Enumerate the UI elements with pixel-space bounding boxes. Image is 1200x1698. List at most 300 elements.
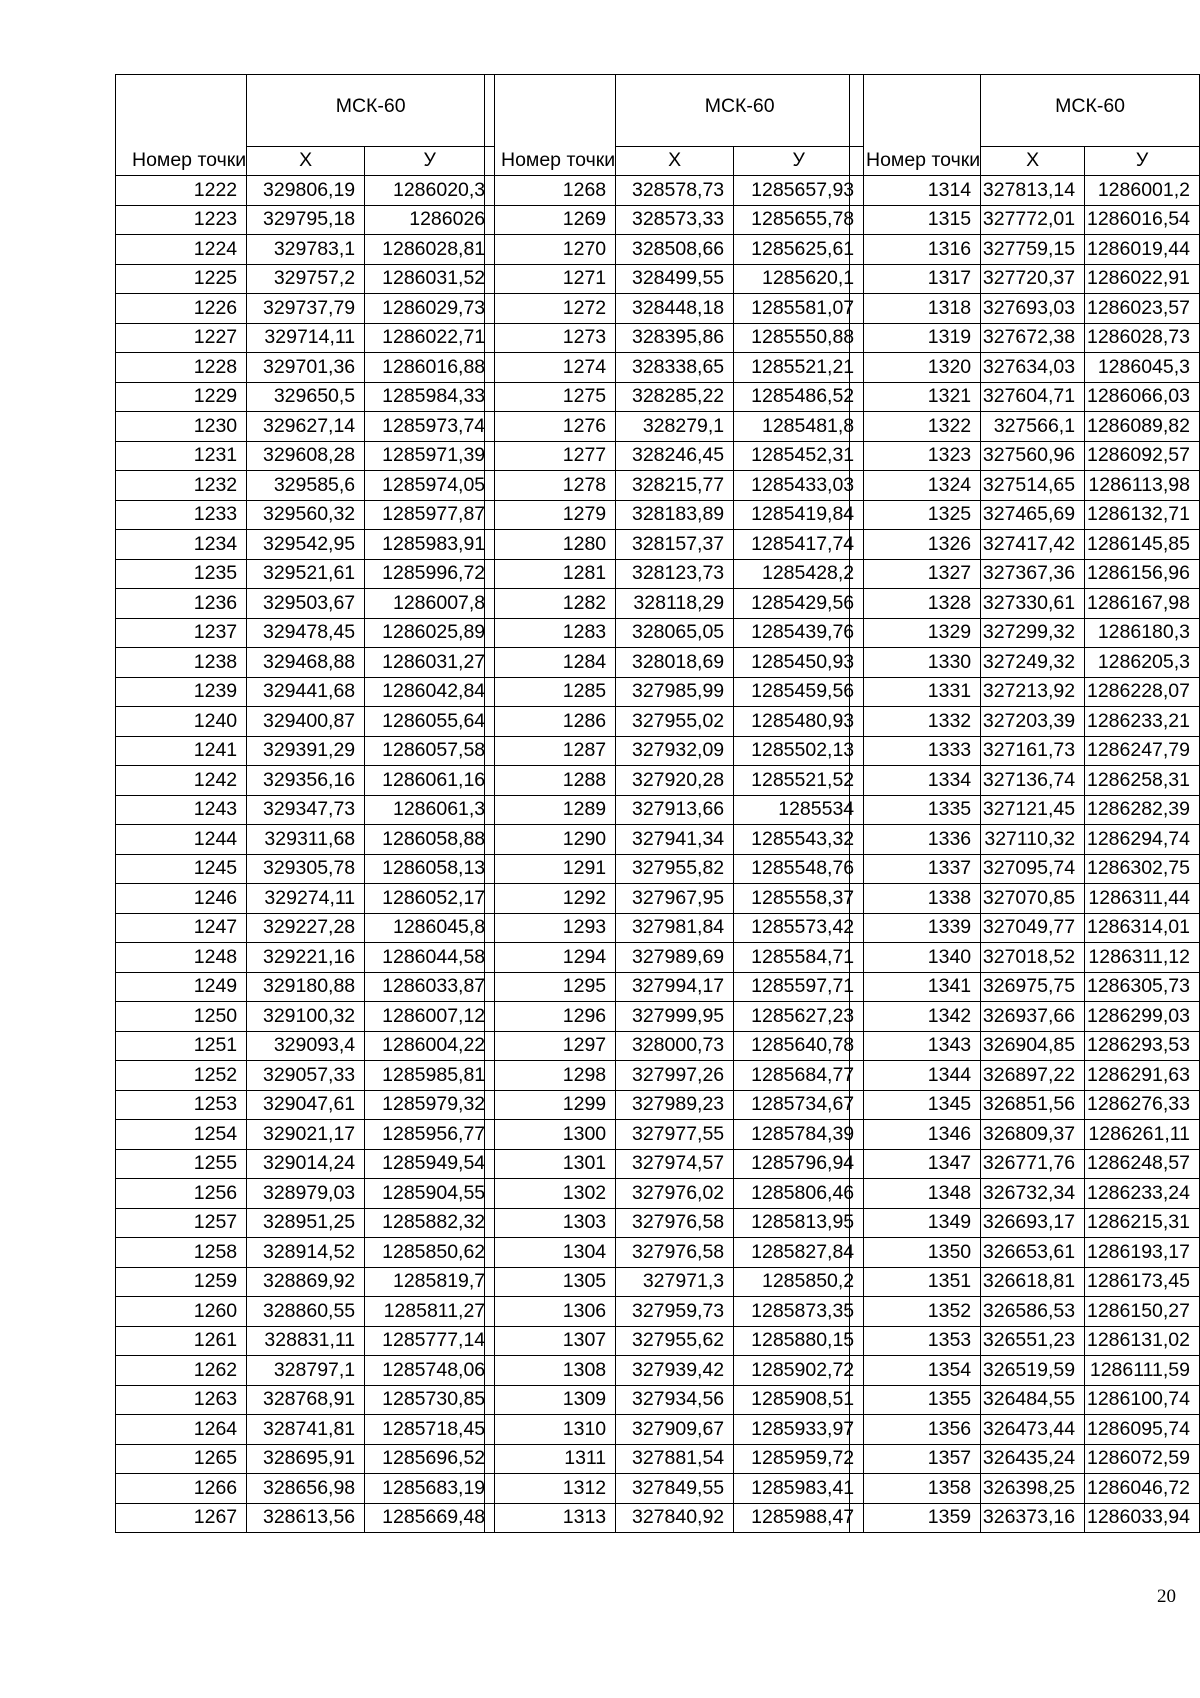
- y-coordinate-cell: 1285625,61: [734, 235, 864, 265]
- point-number-cell: 1319: [850, 323, 981, 353]
- y-coordinate-cell: 1286092,57: [1085, 441, 1200, 471]
- page-number: 20: [1157, 1586, 1176, 1607]
- coordinate-table-3: [849, 74, 1200, 1533]
- point-number-header: Номер точки: [850, 75, 981, 176]
- y-coordinate-cell: 1285573,42: [734, 913, 864, 943]
- table-row: [850, 500, 1200, 530]
- table-row: [850, 795, 1200, 825]
- y-coordinate-cell: 1285748,06: [365, 1356, 495, 1386]
- y-coordinate-cell: 1285597,71: [734, 972, 864, 1002]
- y-coordinate-cell: 1286294,74: [1085, 825, 1200, 855]
- point-number-cell: 1228: [116, 353, 247, 383]
- table-row: [116, 1385, 495, 1415]
- point-number-cell: 1321: [850, 382, 981, 412]
- x-coordinate-cell: 327971,3: [616, 1267, 734, 1297]
- y-coordinate-cell: 1285796,94: [734, 1149, 864, 1179]
- y-coordinate-cell: 1285655,78: [734, 205, 864, 235]
- y-coordinate-cell: 1285620,1: [734, 264, 864, 294]
- y-coordinate-cell: 1285502,13: [734, 736, 864, 766]
- y-coordinate-cell: 1285669,48: [365, 1503, 495, 1533]
- table-row: [116, 972, 495, 1002]
- y-coordinate-cell: 1285813,95: [734, 1208, 864, 1238]
- point-number-cell: 1292: [485, 884, 616, 914]
- y-coordinate-cell: 1286145,85: [1085, 530, 1200, 560]
- x-coordinate-cell: 328741,81: [247, 1415, 365, 1445]
- point-number-cell: 1271: [485, 264, 616, 294]
- point-number-cell: 1313: [485, 1503, 616, 1533]
- table-row: [485, 353, 864, 383]
- coordinate-table-1: [115, 74, 495, 1533]
- y-coordinate-cell: 1286026: [365, 205, 495, 235]
- table-row: [850, 825, 1200, 855]
- x-coordinate-cell: 328768,91: [247, 1385, 365, 1415]
- x-coordinate-cell: 329783,1: [247, 235, 365, 265]
- y-coordinate-cell: 1285977,87: [365, 500, 495, 530]
- y-coordinate-cell: 1286193,17: [1085, 1238, 1200, 1268]
- x-coordinate-cell: 329093,4: [247, 1031, 365, 1061]
- y-coordinate-cell: 1285543,32: [734, 825, 864, 855]
- table-row: [485, 1090, 864, 1120]
- point-number-cell: 1330: [850, 648, 981, 678]
- y-coordinate-cell: 1285450,93: [734, 648, 864, 678]
- table-row: [116, 530, 495, 560]
- table-row: [485, 1356, 864, 1386]
- point-number-cell: 1286: [485, 707, 616, 737]
- y-coordinate-cell: 1285584,71: [734, 943, 864, 973]
- x-coordinate-cell: 326484,55: [981, 1385, 1085, 1415]
- table-row: [485, 235, 864, 265]
- point-number-cell: 1310: [485, 1415, 616, 1445]
- y-coordinate-cell: 1286022,71: [365, 323, 495, 353]
- x-coordinate-cell: 327049,77: [981, 913, 1085, 943]
- x-coordinate-cell: 329701,36: [247, 353, 365, 383]
- table-row: [850, 884, 1200, 914]
- y-coordinate-cell: 1286031,52: [365, 264, 495, 294]
- x-coordinate-cell: 327985,99: [616, 677, 734, 707]
- point-number-header: Номер точки: [116, 75, 247, 176]
- y-coordinate-cell: 1286305,73: [1085, 972, 1200, 1002]
- table-row: [485, 1031, 864, 1061]
- point-number-cell: 1302: [485, 1179, 616, 1209]
- x-coordinate-cell: 327976,58: [616, 1238, 734, 1268]
- point-number-cell: 1268: [485, 176, 616, 206]
- point-number-cell: 1255: [116, 1149, 247, 1179]
- x-coordinate-cell: 328797,1: [247, 1356, 365, 1386]
- y-coordinate-cell: 1285696,52: [365, 1444, 495, 1474]
- x-coordinate-cell: 329305,78: [247, 854, 365, 884]
- table-row: [116, 235, 495, 265]
- y-coordinate-cell: 1286022,91: [1085, 264, 1200, 294]
- coordinate-table-2: [484, 74, 864, 1533]
- y-coordinate-cell: 1286167,98: [1085, 589, 1200, 619]
- point-number-cell: 1265: [116, 1444, 247, 1474]
- table-row: [850, 294, 1200, 324]
- x-coordinate-cell: 327934,56: [616, 1385, 734, 1415]
- y-coordinate-cell: 1286061,3: [365, 795, 495, 825]
- y-coordinate-cell: 1286276,33: [1085, 1090, 1200, 1120]
- x-coordinate-cell: 329047,61: [247, 1090, 365, 1120]
- point-number-cell: 1340: [850, 943, 981, 973]
- x-coordinate-cell: 327299,32: [981, 618, 1085, 648]
- table-row: [116, 1179, 495, 1209]
- point-number-cell: 1353: [850, 1326, 981, 1356]
- point-number-cell: 1305: [485, 1267, 616, 1297]
- x-coordinate-cell: 328279,1: [616, 412, 734, 442]
- point-number-cell: 1222: [116, 176, 247, 206]
- y-coordinate-cell: 1286299,03: [1085, 1002, 1200, 1032]
- x-coordinate-cell: 326473,44: [981, 1415, 1085, 1445]
- y-coordinate-cell: 1286228,07: [1085, 677, 1200, 707]
- table-row: [116, 412, 495, 442]
- point-number-cell: 1309: [485, 1385, 616, 1415]
- point-number-cell: 1273: [485, 323, 616, 353]
- coordinate-system-header: МСК-60: [981, 75, 1200, 147]
- table-row: [116, 1031, 495, 1061]
- point-number-cell: 1329: [850, 618, 981, 648]
- x-coordinate-cell: 328656,98: [247, 1474, 365, 1504]
- y-coordinate-cell: 1286020,3: [365, 176, 495, 206]
- point-number-cell: 1275: [485, 382, 616, 412]
- table-row: [850, 1474, 1200, 1504]
- x-coordinate-cell: 328951,25: [247, 1208, 365, 1238]
- x-coordinate-cell: 327330,61: [981, 589, 1085, 619]
- x-coordinate-cell: 327121,45: [981, 795, 1085, 825]
- y-coordinate-cell: 1286061,16: [365, 766, 495, 796]
- table-row: [850, 1267, 1200, 1297]
- x-coordinate-cell: 328118,29: [616, 589, 734, 619]
- point-number-cell: 1359: [850, 1503, 981, 1533]
- y-coordinate-cell: 1285683,19: [365, 1474, 495, 1504]
- table-row: [485, 589, 864, 619]
- table-row: [485, 1444, 864, 1474]
- point-number-cell: 1235: [116, 559, 247, 589]
- table-row: [485, 884, 864, 914]
- y-coordinate-cell: 1285933,97: [734, 1415, 864, 1445]
- table-row: [850, 1090, 1200, 1120]
- x-coordinate-cell: 327941,34: [616, 825, 734, 855]
- point-number-cell: 1262: [116, 1356, 247, 1386]
- x-coordinate-cell: 327939,42: [616, 1356, 734, 1386]
- x-coordinate-cell: 326771,76: [981, 1149, 1085, 1179]
- x-column-header: Х: [247, 147, 365, 176]
- point-number-cell: 1299: [485, 1090, 616, 1120]
- x-coordinate-cell: 327367,36: [981, 559, 1085, 589]
- table-row: [850, 1208, 1200, 1238]
- y-coordinate-cell: 1285996,72: [365, 559, 495, 589]
- x-coordinate-cell: 327999,95: [616, 1002, 734, 1032]
- y-coordinate-cell: 1285811,27: [365, 1297, 495, 1327]
- x-coordinate-cell: 328448,18: [616, 294, 734, 324]
- y-coordinate-cell: 1285979,32: [365, 1090, 495, 1120]
- table-row: [485, 1503, 864, 1533]
- point-number-cell: 1326: [850, 530, 981, 560]
- x-coordinate-cell: 327881,54: [616, 1444, 734, 1474]
- point-number-cell: 1333: [850, 736, 981, 766]
- point-number-cell: 1320: [850, 353, 981, 383]
- table-row: [116, 205, 495, 235]
- y-coordinate-cell: 1286033,94: [1085, 1503, 1200, 1533]
- point-number-cell: 1279: [485, 500, 616, 530]
- x-coordinate-cell: 326809,37: [981, 1120, 1085, 1150]
- y-coordinate-cell: 1285730,85: [365, 1385, 495, 1415]
- table-row: [116, 294, 495, 324]
- point-number-cell: 1245: [116, 854, 247, 884]
- table-row: [116, 1149, 495, 1179]
- y-coordinate-cell: 1286258,31: [1085, 766, 1200, 796]
- x-coordinate-cell: 326373,16: [981, 1503, 1085, 1533]
- table-row: [485, 500, 864, 530]
- point-number-cell: 1254: [116, 1120, 247, 1150]
- x-coordinate-cell: 329608,28: [247, 441, 365, 471]
- table-row: [850, 412, 1200, 442]
- x-coordinate-cell: 327070,85: [981, 884, 1085, 914]
- table-row: [850, 766, 1200, 796]
- x-coordinate-cell: 327994,17: [616, 972, 734, 1002]
- y-coordinate-cell: 1285908,51: [734, 1385, 864, 1415]
- x-coordinate-cell: 329627,14: [247, 412, 365, 442]
- table-row: [850, 1356, 1200, 1386]
- table-row: [116, 707, 495, 737]
- point-number-cell: 1277: [485, 441, 616, 471]
- x-coordinate-cell: 326586,53: [981, 1297, 1085, 1327]
- y-column-header: У: [1085, 147, 1200, 176]
- table-row: [850, 1031, 1200, 1061]
- table-row: [116, 943, 495, 973]
- table-row: [116, 471, 495, 501]
- y-coordinate-cell: 1285480,93: [734, 707, 864, 737]
- point-number-cell: 1325: [850, 500, 981, 530]
- point-number-cell: 1344: [850, 1061, 981, 1091]
- y-coordinate-cell: 1286100,74: [1085, 1385, 1200, 1415]
- x-coordinate-cell: 329180,88: [247, 972, 365, 1002]
- x-coordinate-cell: 327566,1: [981, 412, 1085, 442]
- y-coordinate-cell: 1286042,84: [365, 677, 495, 707]
- point-number-cell: 1304: [485, 1238, 616, 1268]
- point-number-cell: 1349: [850, 1208, 981, 1238]
- point-number-cell: 1266: [116, 1474, 247, 1504]
- point-number-cell: 1223: [116, 205, 247, 235]
- point-number-cell: 1328: [850, 589, 981, 619]
- x-coordinate-cell: 326693,17: [981, 1208, 1085, 1238]
- y-coordinate-cell: 1286314,01: [1085, 913, 1200, 943]
- x-coordinate-cell: 329585,6: [247, 471, 365, 501]
- table-row: [116, 736, 495, 766]
- x-coordinate-cell: 328831,11: [247, 1326, 365, 1356]
- y-coordinate-cell: 1286111,59: [1085, 1356, 1200, 1386]
- point-number-cell: 1291: [485, 854, 616, 884]
- y-coordinate-cell: 1286205,3: [1085, 648, 1200, 678]
- table-row: [850, 1444, 1200, 1474]
- point-number-cell: 1312: [485, 1474, 616, 1504]
- point-number-cell: 1287: [485, 736, 616, 766]
- x-coordinate-cell: 329650,5: [247, 382, 365, 412]
- x-coordinate-cell: 326618,81: [981, 1267, 1085, 1297]
- x-coordinate-cell: 329714,11: [247, 323, 365, 353]
- table-row: [850, 854, 1200, 884]
- x-coordinate-cell: 328860,55: [247, 1297, 365, 1327]
- point-number-cell: 1278: [485, 471, 616, 501]
- point-number-cell: 1284: [485, 648, 616, 678]
- point-number-cell: 1241: [116, 736, 247, 766]
- x-coordinate-cell: 327203,39: [981, 707, 1085, 737]
- x-coordinate-cell: 328123,73: [616, 559, 734, 589]
- x-coordinate-cell: 329014,24: [247, 1149, 365, 1179]
- y-coordinate-cell: 1286019,44: [1085, 235, 1200, 265]
- table-row: [850, 1326, 1200, 1356]
- point-number-cell: 1276: [485, 412, 616, 442]
- table-row: [116, 1090, 495, 1120]
- y-coordinate-cell: 1285452,31: [734, 441, 864, 471]
- point-number-cell: 1274: [485, 353, 616, 383]
- x-coordinate-cell: 326904,85: [981, 1031, 1085, 1061]
- table-row: [850, 559, 1200, 589]
- point-number-cell: 1247: [116, 913, 247, 943]
- y-coordinate-cell: 1285959,72: [734, 1444, 864, 1474]
- point-number-cell: 1306: [485, 1297, 616, 1327]
- table-row: [485, 913, 864, 943]
- x-coordinate-cell: 329227,28: [247, 913, 365, 943]
- point-number-cell: 1358: [850, 1474, 981, 1504]
- table-row: [485, 559, 864, 589]
- y-coordinate-cell: 1286173,45: [1085, 1267, 1200, 1297]
- point-number-cell: 1343: [850, 1031, 981, 1061]
- x-coordinate-cell: 328285,22: [616, 382, 734, 412]
- point-number-cell: 1289: [485, 795, 616, 825]
- table-row: [850, 471, 1200, 501]
- point-number-cell: 1238: [116, 648, 247, 678]
- y-coordinate-cell: 1286031,27: [365, 648, 495, 678]
- x-coordinate-cell: 329347,73: [247, 795, 365, 825]
- y-coordinate-cell: 1285433,03: [734, 471, 864, 501]
- y-coordinate-cell: 1286046,72: [1085, 1474, 1200, 1504]
- y-coordinate-cell: 1286045,8: [365, 913, 495, 943]
- y-coordinate-cell: 1286001,2: [1085, 176, 1200, 206]
- point-number-cell: 1267: [116, 1503, 247, 1533]
- x-coordinate-cell: 327849,55: [616, 1474, 734, 1504]
- y-coordinate-cell: 1286180,3: [1085, 618, 1200, 648]
- table-row: [116, 795, 495, 825]
- point-number-cell: 1316: [850, 235, 981, 265]
- y-coordinate-cell: 1285904,55: [365, 1179, 495, 1209]
- y-coordinate-cell: 1286066,03: [1085, 382, 1200, 412]
- x-coordinate-cell: 328979,03: [247, 1179, 365, 1209]
- table-row: [485, 825, 864, 855]
- y-coordinate-cell: 1286025,89: [365, 618, 495, 648]
- y-coordinate-cell: 1285956,77: [365, 1120, 495, 1150]
- table-row: [485, 264, 864, 294]
- table-row: [116, 323, 495, 353]
- y-coordinate-cell: 1285548,76: [734, 854, 864, 884]
- table-row: [116, 1267, 495, 1297]
- x-coordinate-cell: 329478,45: [247, 618, 365, 648]
- point-number-cell: 1300: [485, 1120, 616, 1150]
- table-row: [850, 1297, 1200, 1327]
- point-number-cell: 1282: [485, 589, 616, 619]
- coordinate-system-header: МСК-60: [247, 75, 495, 147]
- table-row: [116, 677, 495, 707]
- table-row: [485, 323, 864, 353]
- point-number-cell: 1230: [116, 412, 247, 442]
- point-number-cell: 1281: [485, 559, 616, 589]
- table-row: [116, 618, 495, 648]
- point-number-cell: 1355: [850, 1385, 981, 1415]
- point-number-cell: 1258: [116, 1238, 247, 1268]
- x-coordinate-cell: 328157,37: [616, 530, 734, 560]
- x-coordinate-cell: 327759,15: [981, 235, 1085, 265]
- table-row: [850, 235, 1200, 265]
- y-coordinate-cell: 1285550,88: [734, 323, 864, 353]
- x-coordinate-cell: 326851,56: [981, 1090, 1085, 1120]
- table-row: [850, 1149, 1200, 1179]
- y-coordinate-cell: 1285581,07: [734, 294, 864, 324]
- y-coordinate-cell: 1286282,39: [1085, 795, 1200, 825]
- x-coordinate-cell: 329100,32: [247, 1002, 365, 1032]
- table-row: [485, 1002, 864, 1032]
- x-coordinate-cell: 328508,66: [616, 235, 734, 265]
- table-row: [116, 1297, 495, 1327]
- y-coordinate-cell: 1286311,12: [1085, 943, 1200, 973]
- table-row: [116, 176, 495, 206]
- table-row: [116, 825, 495, 855]
- x-coordinate-cell: 327813,14: [981, 176, 1085, 206]
- y-coordinate-cell: 1285902,72: [734, 1356, 864, 1386]
- table-body: [850, 176, 1200, 1533]
- y-coordinate-cell: 1286007,12: [365, 1002, 495, 1032]
- x-coordinate-cell: 329468,88: [247, 648, 365, 678]
- point-number-cell: 1301: [485, 1149, 616, 1179]
- y-coordinate-cell: 1286233,21: [1085, 707, 1200, 737]
- y-coordinate-cell: 1286016,54: [1085, 205, 1200, 235]
- x-coordinate-cell: 327693,03: [981, 294, 1085, 324]
- point-number-cell: 1318: [850, 294, 981, 324]
- y-coordinate-cell: 1286311,44: [1085, 884, 1200, 914]
- y-coordinate-cell: 1285880,15: [734, 1326, 864, 1356]
- y-coordinate-cell: 1285558,37: [734, 884, 864, 914]
- y-coordinate-cell: 1286089,82: [1085, 412, 1200, 442]
- point-number-cell: 1233: [116, 500, 247, 530]
- x-coordinate-cell: 328215,77: [616, 471, 734, 501]
- y-coordinate-cell: 1285873,35: [734, 1297, 864, 1327]
- y-coordinate-cell: 1285521,21: [734, 353, 864, 383]
- point-number-cell: 1234: [116, 530, 247, 560]
- x-coordinate-cell: 329757,2: [247, 264, 365, 294]
- table-row: [850, 707, 1200, 737]
- y-coordinate-cell: 1286016,88: [365, 353, 495, 383]
- y-coordinate-cell: 1285428,2: [734, 559, 864, 589]
- y-coordinate-cell: 1286113,98: [1085, 471, 1200, 501]
- table-row: [116, 1474, 495, 1504]
- y-coordinate-cell: 1286261,11: [1085, 1120, 1200, 1150]
- y-coordinate-cell: 1286156,96: [1085, 559, 1200, 589]
- point-number-cell: 1225: [116, 264, 247, 294]
- x-coordinate-cell: 327560,96: [981, 441, 1085, 471]
- x-coordinate-cell: 327977,55: [616, 1120, 734, 1150]
- point-number-cell: 1244: [116, 825, 247, 855]
- x-coordinate-cell: 329311,68: [247, 825, 365, 855]
- table-row: [850, 648, 1200, 678]
- y-coordinate-cell: 1286023,57: [1085, 294, 1200, 324]
- y-coordinate-cell: 1286095,74: [1085, 1415, 1200, 1445]
- y-coordinate-cell: 1286057,58: [365, 736, 495, 766]
- point-number-cell: 1248: [116, 943, 247, 973]
- y-coordinate-cell: 1286072,59: [1085, 1444, 1200, 1474]
- x-coordinate-cell: 327967,95: [616, 884, 734, 914]
- point-number-header: Номер точки: [485, 75, 616, 176]
- x-coordinate-cell: 327249,32: [981, 648, 1085, 678]
- table-row: [116, 884, 495, 914]
- table-row: [485, 382, 864, 412]
- table-row: [116, 1002, 495, 1032]
